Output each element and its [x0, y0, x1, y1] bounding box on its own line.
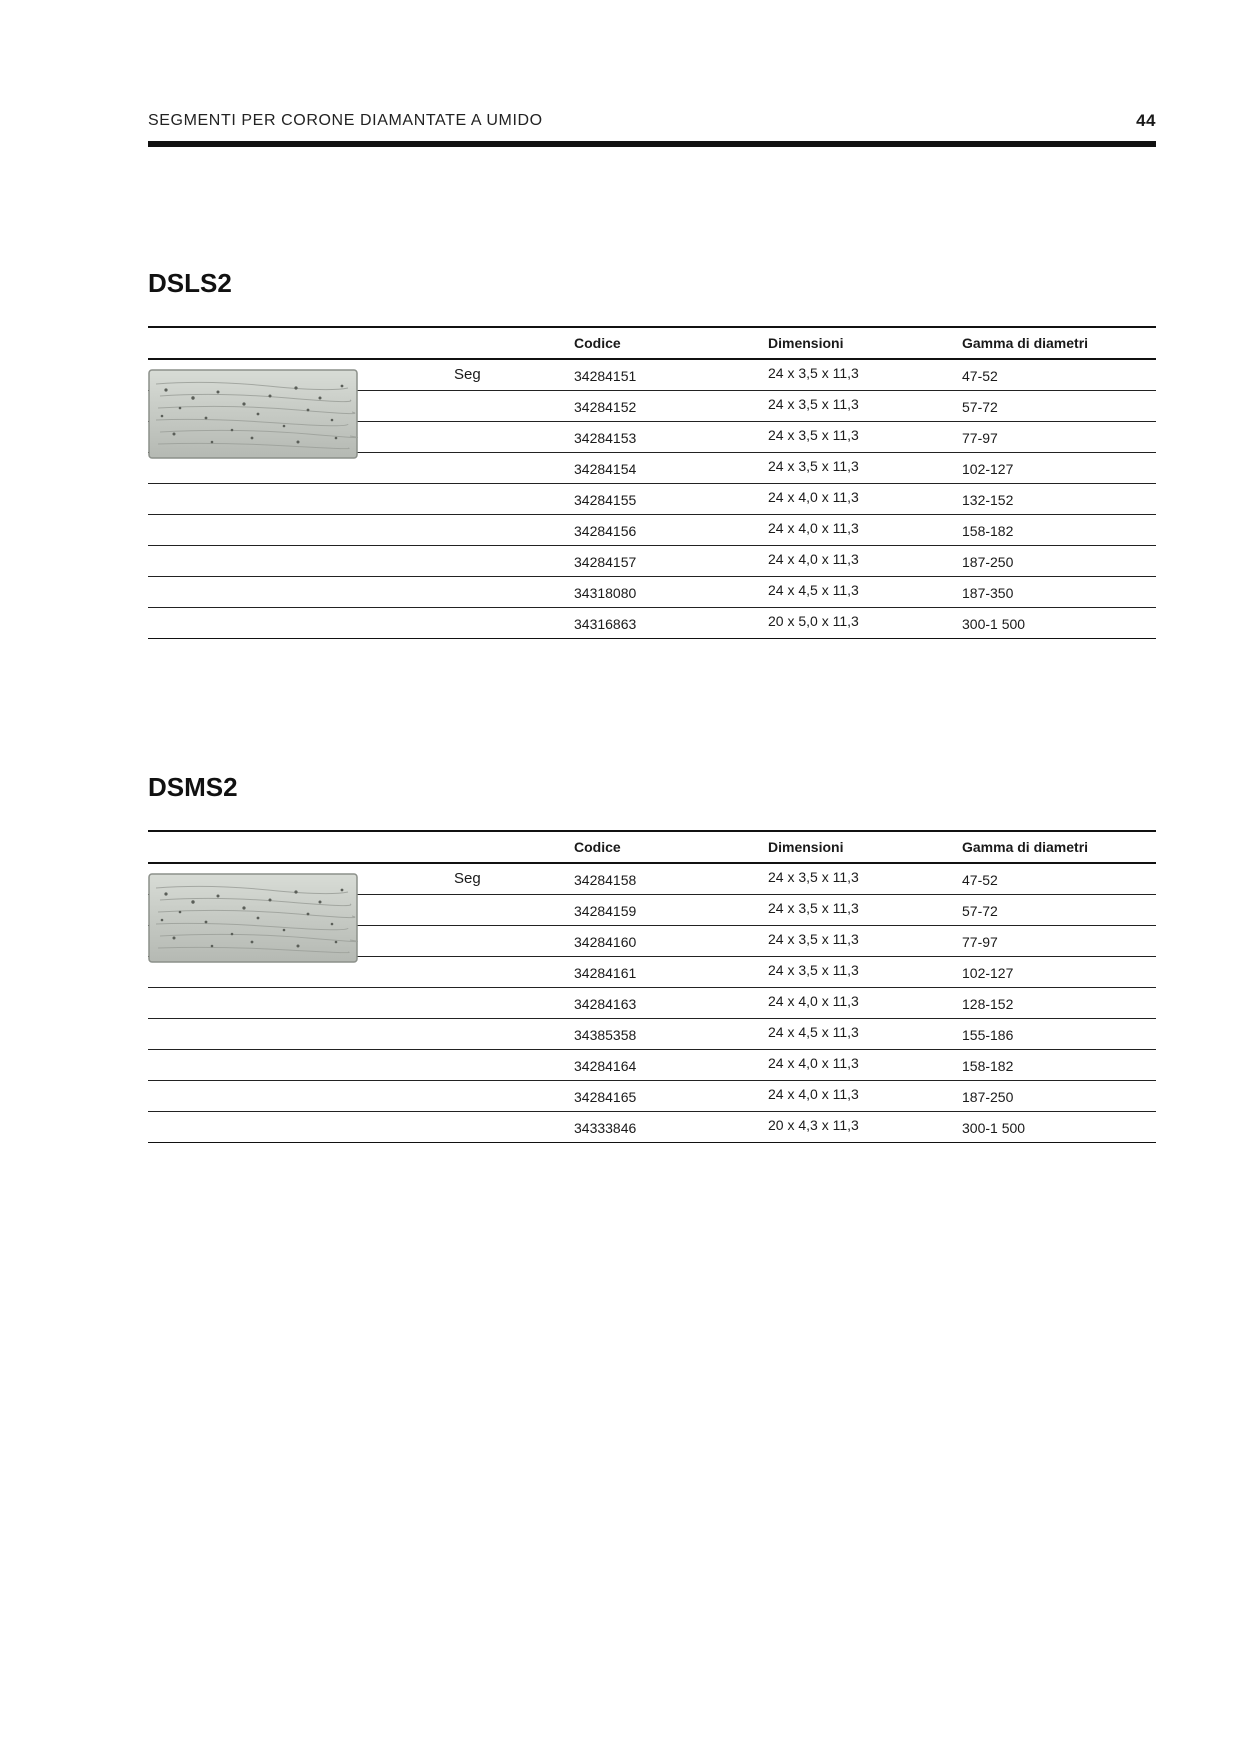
dimensions: 20 x 5,0 x 11,3: [768, 613, 859, 629]
table-row: [148, 1050, 1156, 1081]
diameter-range: 155-186: [962, 1027, 1014, 1043]
dimensions: 24 x 4,0 x 11,3: [768, 1086, 859, 1102]
segment-label: Seg: [454, 366, 481, 383]
diameter-range: 300-1 500: [962, 616, 1026, 632]
diameter-range: 132-152: [962, 492, 1014, 508]
table-row: [148, 988, 1156, 1019]
diameter-range: 77-97: [962, 430, 998, 446]
page-header-title: SEGMENTI PER CORONE DIAMANTATE A UMIDO: [148, 112, 543, 129]
diameter-range: 57-72: [962, 903, 998, 919]
dimensions: 24 x 3,5 x 11,3: [768, 900, 859, 916]
diameter-range: 102-127: [962, 461, 1014, 477]
diameter-range: 300-1 500: [962, 1120, 1026, 1136]
product-code: 34284151: [574, 368, 637, 384]
product-code: 34284160: [574, 934, 637, 950]
product-code: 34284161: [574, 965, 637, 981]
dimensions: 24 x 3,5 x 11,3: [768, 427, 859, 443]
dimensions: 24 x 4,5 x 11,3: [768, 1024, 859, 1040]
diameter-range: 187-250: [962, 554, 1014, 570]
column-header-range: Gamma di diametri: [962, 839, 1089, 855]
segment-image: [148, 368, 358, 460]
table-row: [148, 1019, 1156, 1050]
table-row: [148, 608, 1156, 639]
table-row: [148, 484, 1156, 515]
table-row: [148, 515, 1156, 546]
product-code: 34284159: [574, 903, 637, 919]
product-code: 34284165: [574, 1089, 637, 1105]
product-code: 34284157: [574, 554, 637, 570]
table-row: [148, 546, 1156, 577]
dimensions: 24 x 3,5 x 11,3: [768, 365, 859, 381]
section-title: DSMS2: [148, 772, 238, 802]
diameter-range: 158-182: [962, 523, 1014, 539]
page-header: [148, 112, 1156, 150]
table-header: [148, 830, 1156, 864]
product-code: 34284164: [574, 1058, 637, 1074]
table-row: [148, 1112, 1156, 1143]
product-table: [148, 830, 1156, 1143]
header-divider: [148, 141, 1156, 147]
table-row: [148, 1081, 1156, 1112]
column-header-dimensions: Dimensioni: [768, 335, 844, 351]
product-code: 34284152: [574, 399, 637, 415]
column-header-range: Gamma di diametri: [962, 335, 1089, 351]
product-code: 34284155: [574, 492, 637, 508]
dimensions: 24 x 4,0 x 11,3: [768, 993, 859, 1009]
product-code: 34385358: [574, 1027, 637, 1043]
diameter-range: 57-72: [962, 399, 998, 415]
dimensions: 24 x 3,5 x 11,3: [768, 931, 859, 947]
diameter-range: 102-127: [962, 965, 1014, 981]
dimensions: 24 x 4,0 x 11,3: [768, 1055, 859, 1071]
product-code: 34284163: [574, 996, 637, 1012]
diameter-range: 47-52: [962, 368, 998, 384]
dimensions: 24 x 3,5 x 11,3: [768, 396, 859, 412]
table-row: [148, 577, 1156, 608]
dimensions: 24 x 4,0 x 11,3: [768, 520, 859, 536]
product-table: [148, 326, 1156, 639]
segment-image: [148, 872, 358, 964]
product-code: 34284156: [574, 523, 637, 539]
column-header-dimensions: Dimensioni: [768, 839, 844, 855]
dimensions: 24 x 4,0 x 11,3: [768, 489, 859, 505]
column-header-code: Codice: [574, 839, 621, 855]
diameter-range: 187-350: [962, 585, 1014, 601]
page-number: 44: [1136, 111, 1156, 130]
product-code: 34333846: [574, 1120, 637, 1136]
table-header: [148, 326, 1156, 360]
diameter-range: 77-97: [962, 934, 998, 950]
dimensions: 24 x 3,5 x 11,3: [768, 458, 859, 474]
diameter-range: 128-152: [962, 996, 1014, 1012]
diameter-range: 187-250: [962, 1089, 1014, 1105]
dimensions: 24 x 4,5 x 11,3: [768, 582, 859, 598]
dimensions: 24 x 3,5 x 11,3: [768, 869, 859, 885]
column-header-code: Codice: [574, 335, 621, 351]
dimensions: 24 x 4,0 x 11,3: [768, 551, 859, 567]
product-code: 34284154: [574, 461, 637, 477]
segment-label: Seg: [454, 870, 481, 887]
section-title: DSLS2: [148, 268, 232, 298]
diameter-range: 158-182: [962, 1058, 1014, 1074]
product-code: 34284158: [574, 872, 637, 888]
dimensions: 20 x 4,3 x 11,3: [768, 1117, 859, 1133]
product-code: 34316863: [574, 616, 637, 632]
dimensions: 24 x 3,5 x 11,3: [768, 962, 859, 978]
diameter-range: 47-52: [962, 872, 998, 888]
product-code: 34284153: [574, 430, 637, 446]
product-code: 34318080: [574, 585, 637, 601]
